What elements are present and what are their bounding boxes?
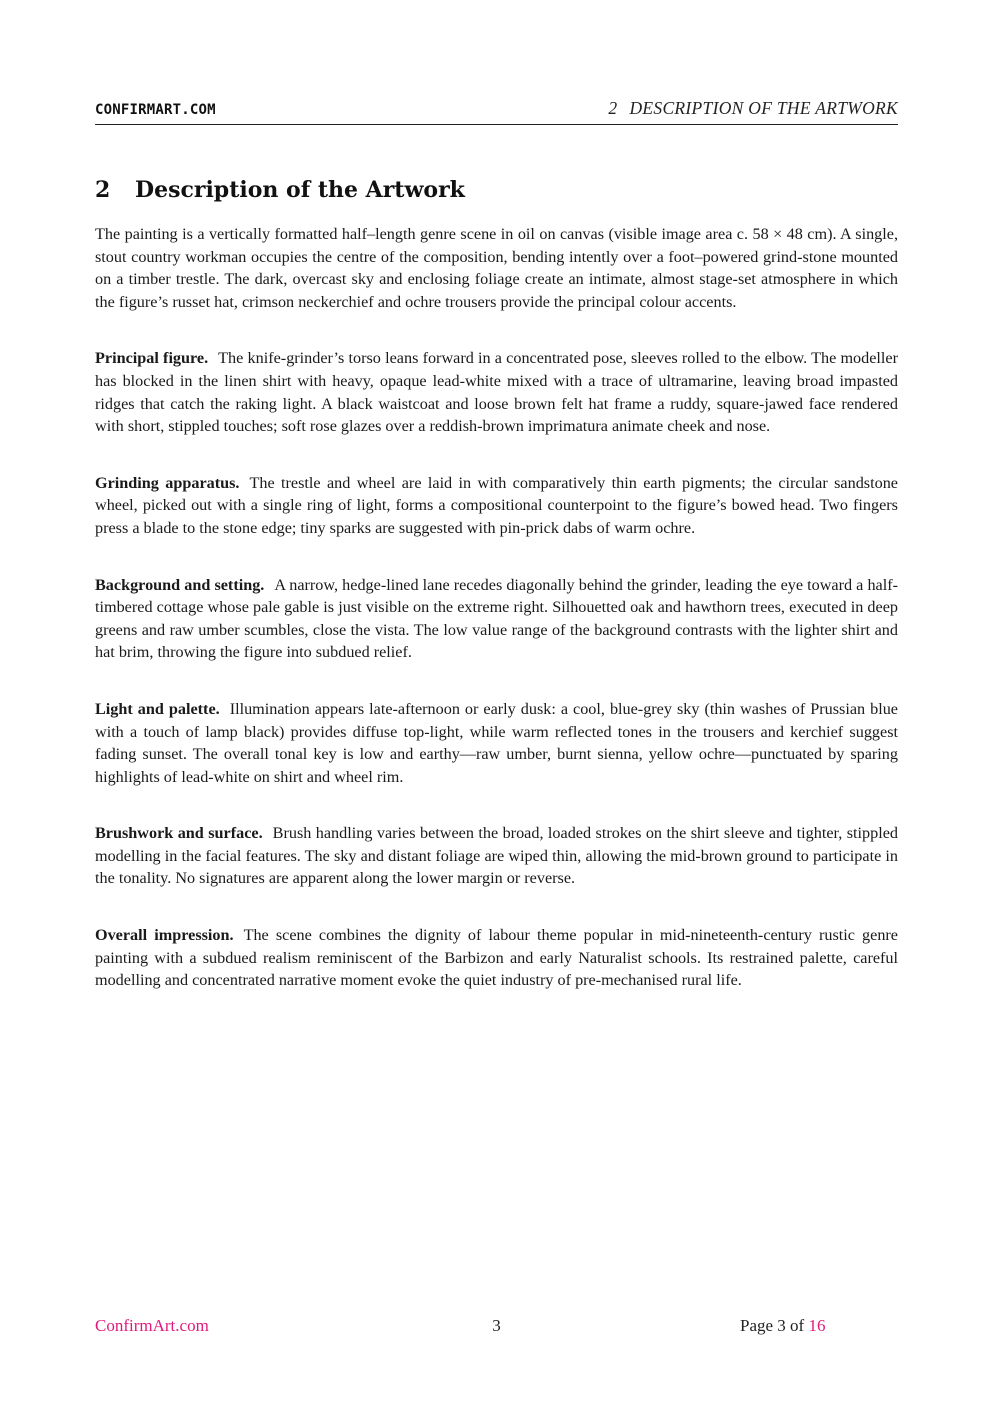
footer-page-count xyxy=(740,1316,825,1336)
section-body xyxy=(95,223,898,1026)
paragraph-heading: Light and palette. xyxy=(95,699,220,718)
paragraph-heading: Principal figure. xyxy=(95,349,209,368)
section-title: Description of the Artwork xyxy=(135,177,465,203)
running-section-number: 2 xyxy=(608,98,618,118)
running-section-label: DESCRIPTION OF THE ARTWORK xyxy=(629,98,898,118)
total-pages-link[interactable]: 16 xyxy=(808,1316,826,1335)
paragraph-text: Illumination appears late-afternoon or early dusk: a cool, blue-grey sky (thin washes of Prussian blue with a touch of lamp black) provides diffuse top-light, while warm reflected tones in the trousers and kerchief suggest fading sunset. The overall tonal key is low and earthy—raw umber, burnt sienna, yellow ochre—punctuated by sparing highlights of lead-white on shirt and wheel rim. xyxy=(95,699,898,786)
footer-site-link[interactable]: ConfirmArt.com xyxy=(95,1316,209,1335)
intro-paragraph: The painting is a vertically formatted half–length genre scene in oil on canvas (visible image area c. 58 × 48 cm). A single, stout country workman occupies the centre of the composition, bending intently over a foot–powered grind-stone mounted on a timber trestle. The dark, overcast sky and enclosing foliage create an intimate, almost stage-set atmosphere in which the figure’s russet hat, crimson neckerchief and ochre trousers provide the principal colour accents. xyxy=(95,225,898,311)
site-logo: CONFIRMART.COM xyxy=(95,102,216,118)
paragraph-brushwork-surface xyxy=(95,822,898,890)
paragraph-heading: Brushwork and surface. xyxy=(95,824,263,843)
paragraph-background-setting xyxy=(95,574,898,664)
paragraph-text: The knife-grinder’s torso leans forward in a concentrated pose, sleeves rolled to the elbow. The modeller has blocked in the linen shirt with heavy, opaque lead-white mixed with a trace of ultramarine, leaving broad impasted ridges that catch the raking light. A black waistcoat and loose brown felt hat frame a ruddy, square-jawed face rendered with short, stippled touches; soft rose glazes over a reddish-brown imprimatura animate cheek and nose. xyxy=(95,349,898,436)
page-of-label: Page 3 of xyxy=(740,1316,805,1335)
paragraph-grinding-apparatus xyxy=(95,472,898,540)
paragraph-text: Brush handling varies between the broad, loaded strokes on the shirt sleeve and tighter, stippled modelling in the facial features. The sky and distant foliage are wiped thin, allowing the mid-brown ground to participate in the tonality. No signatures are apparent along the lower margin or reverse. xyxy=(95,824,899,888)
paragraph-heading: Background and setting. xyxy=(95,575,265,594)
paragraph-text: The trestle and wheel are laid in with comparatively thin earth pigments; the circular sandstone wheel, picked out with a single ring of light, forms a compositional counterpoint to the figure’s bowed head. Two fingers press a blade to the stone edge; tiny sparks are suggested with pin-prick dabs of warm ochre. xyxy=(95,473,898,537)
paragraph-text: A narrow, hedge-lined lane recedes diagonally behind the grinder, leading the eye toward a half-timbered cottage whose pale gable is just visible on the extreme right. Silhouetted oak and hawthorn trees, executed in deep greens and raw umber scumbles, close the vista. The low value range of the background contrasts with the lighter shirt and hat brim, throwing the figure into subdued relief. xyxy=(95,575,899,662)
section-number: 2 xyxy=(95,177,111,203)
running-section-title xyxy=(608,98,898,119)
footer-page-number: 3 xyxy=(492,1316,501,1335)
running-header xyxy=(95,96,898,125)
paragraph-principal-figure xyxy=(95,347,898,437)
paragraph-overall-impression xyxy=(95,924,898,992)
section-heading xyxy=(95,177,465,203)
paragraph-heading: Overall impression. xyxy=(95,926,234,945)
paragraph-light-palette xyxy=(95,698,898,788)
paragraph-heading: Grinding apparatus. xyxy=(95,473,240,492)
paragraph-text: The scene combines the dignity of labour theme popular in mid-nineteenth-century rustic genre painting with a subdued realism reminiscent of the Barbizon and early Naturalist schools. Its restrained palette, careful modelling and concentrated narrative moment evoke the quiet industry of pre-mechanised rural life. xyxy=(95,926,898,990)
